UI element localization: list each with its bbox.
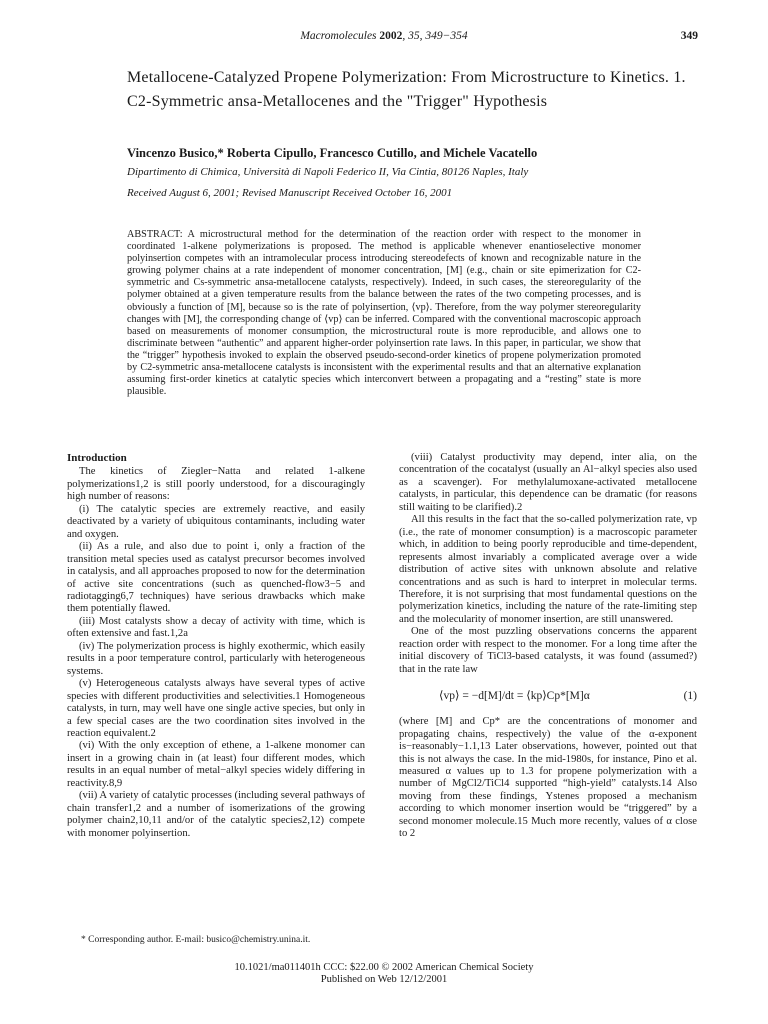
article-authors: Vincenzo Busico,* Roberta Cipullo, Francesco Cutillo, and Michele Vacatello — [127, 146, 538, 160]
paragraph: The kinetics of Ziegler−Natta and related 1-alkene polymerizations1,2 is still poorly understood, for a discouragingly high number of reasons: — [67, 466, 365, 503]
equation-number: (1) — [683, 690, 697, 703]
publication-date: Published on Web 12/12/2001 — [320, 974, 448, 985]
article-title: Metallocene-Catalyzed Propene Polymerization: From Microstructure to Kinetics. 1. C2-Symmetric ansa-Metallocenes and the "Trigger" Hypothesis — [127, 69, 686, 110]
journal-year: 2002 — [379, 30, 403, 42]
equation-1 — [399, 682, 697, 712]
right-column — [399, 452, 697, 841]
abstract: ABSTRACT: A microstructural method for the determination of the reaction order with respect to the monomer in coordinated 1-alkene polymerizations is proposed. The method is applicable whenever enantioselective monomer polyinsertion competes with an intramolecular process introducing stereodefects of known and recognizable nature in the growing polymer chains at a rate independent of monomer concentration, [M] (e.g., chain or site epimerization for C2-symmetric and Cs-symmetric ansa-metallocene catalysts, respectively). Indeed, in such cases, the stereoregularity of the polymer obtained at a given temperature results from the balance between the rates of the two competing processes, and is obviously a function of [M], because so is the rate of polyinsertion, ⟨vp⟩. Therefore, from the way polymer stereoregularity changes with [M], the corresponding change of ⟨vp⟩ can be inferred. Compared with the conventional macroscopic approach based on measurements of monomer consumption, the microstructural route is more reproducible, and allows one to discriminate between “authentic” and apparent higher-order polyinsertion rate laws. In this paper, in particular, we show that the “trigger” hypothesis invoked to explain the observed pseudo-second-order kinetics of propene polymerization promoted by C2-symmetric ansa-metallocene catalysts is inconsistent with the experimental results and that an alternative explanation assuming first-order kinetics at catalytic species which interconvert between a propagating and a “resting” state is more plausible. — [127, 229, 641, 398]
section-heading-introduction: Introduction — [67, 452, 127, 464]
paragraph: All this results in the fact that the so-called polymerization rate, vp (i.e., the rate of monomer consumption) is a macroscopic parameter which, in addition to being poorly reproducible and time-dependent, represents almost invariably a complicated average over a wide distribution of active sites with unknown absolute and relative concentrations and as such is hard to interpret in molecular terms. Therefore, it is not surprising that most fundamental questions on the polymerization kinetics, including the nature of the rate-limiting step and the molecularity of monomer insertion, are still unanswered. — [399, 514, 697, 625]
equation-text: ⟨vp⟩ = −d[M]/dt = ⟨kp⟩Cp*[M]α — [439, 690, 590, 703]
paragraph: (iii) Most catalysts show a decay of activity with time, which is often extensive and fast.1,2a — [67, 615, 365, 640]
journal-name: Macromolecules — [300, 30, 377, 42]
left-column — [67, 452, 365, 840]
author-affiliation: Dipartimento di Chimica, Università di Napoli Federico II, Via Cintia, 80126 Naples, Italy — [127, 166, 529, 178]
paragraph: (iv) The polymerization process is highly exothermic, which easily results in a poor temperature control, particularly with heterogeneous systems. — [67, 640, 365, 677]
received-dates: Received August 6, 2001; Revised Manuscript Received October 16, 2001 — [127, 187, 453, 199]
paragraph: (v) Heterogeneous catalysts always have several types of active species with different productivities and selectivities.1 Homogeneous catalysts, in turn, may well have one single active species, but only in a few special cases are the two coordination sites involved in the reaction equivalent.2 — [67, 678, 365, 739]
paragraph: (i) The catalytic species are extremely reactive, and easily deactivated by a variety of ubiquitous contaminants, including water and oxygen. — [67, 503, 365, 540]
journal-citation: Macromolecules 2002, 35, 349−354 — [300, 30, 468, 42]
page-number: 349 — [680, 30, 698, 42]
journal-volume: 35 — [408, 30, 420, 42]
page-footer — [0, 962, 768, 986]
running-header — [0, 30, 768, 50]
paragraph: (viii) Catalyst productivity may depend, inter alia, on the concentration of the cocatalyst (usually an Al−alkyl species also used as a scavenger). For methylalumoxane-activated metallocene catalysts, in particular, this dependence can be dramatic (for reasons still waiting to be clarified).2 — [399, 452, 697, 513]
journal-pages: 349−354 — [425, 30, 468, 42]
paragraph: (ii) As a rule, and also due to point i, only a fraction of the transition metal species used as catalyst precursor becomes involved in catalysis, and all approaches proposed to now for the determination of active site concentrations (such as quenched-flow3−5 and radiotagging6,7 techniques) have serious drawbacks which make them potentially flawed. — [67, 541, 365, 615]
corresponding-author-footnote: * Corresponding author. E-mail: busico@chemistry.unina.it. — [81, 935, 311, 945]
paragraph: (vii) A variety of catalytic processes (including several pathways of chain transfer1,2 and a number of isomerizations of the growing polymer chain2,10,11 and/or of the catalytic species2,12) compete with monomer polyinsertion. — [67, 790, 365, 839]
paragraph: One of the most puzzling observations concerns the apparent reaction order with respect to the monomer. For a long time after the initial discovery of TiCl3-based catalysts, it was found (assumed?) that in the rate law — [399, 626, 697, 675]
paragraph: (vi) With the only exception of ethene, a 1-alkene monomer can insert in a growing chain in (at least) four different modes, which results in an equal number of metal−alkyl species widely differing in reactivity.8,9 — [67, 740, 365, 789]
doi-copyright: 10.1021/ma011401h CCC: $22.00 © 2002 American Chemical Society — [234, 962, 534, 973]
paragraph: (where [M] and Cp* are the concentrations of monomer and propagating chains, respectively) the value of the α-exponent is−reasonably−1.1,13 Later observations, however, pointed out that this is not always the case. In the mid-1980s, for instance, Pino et al. measured α values up to 1.3 for propene polymerization with a number of MgCl2/TiCl4 supported “high-yield” catalysts.14 Also moving from these findings, Ystenes proposed a mechanism according to which monomer insertion would be “triggered” by a second monomer molecule.15 Much more recently, values of α close to 2 — [399, 716, 697, 840]
